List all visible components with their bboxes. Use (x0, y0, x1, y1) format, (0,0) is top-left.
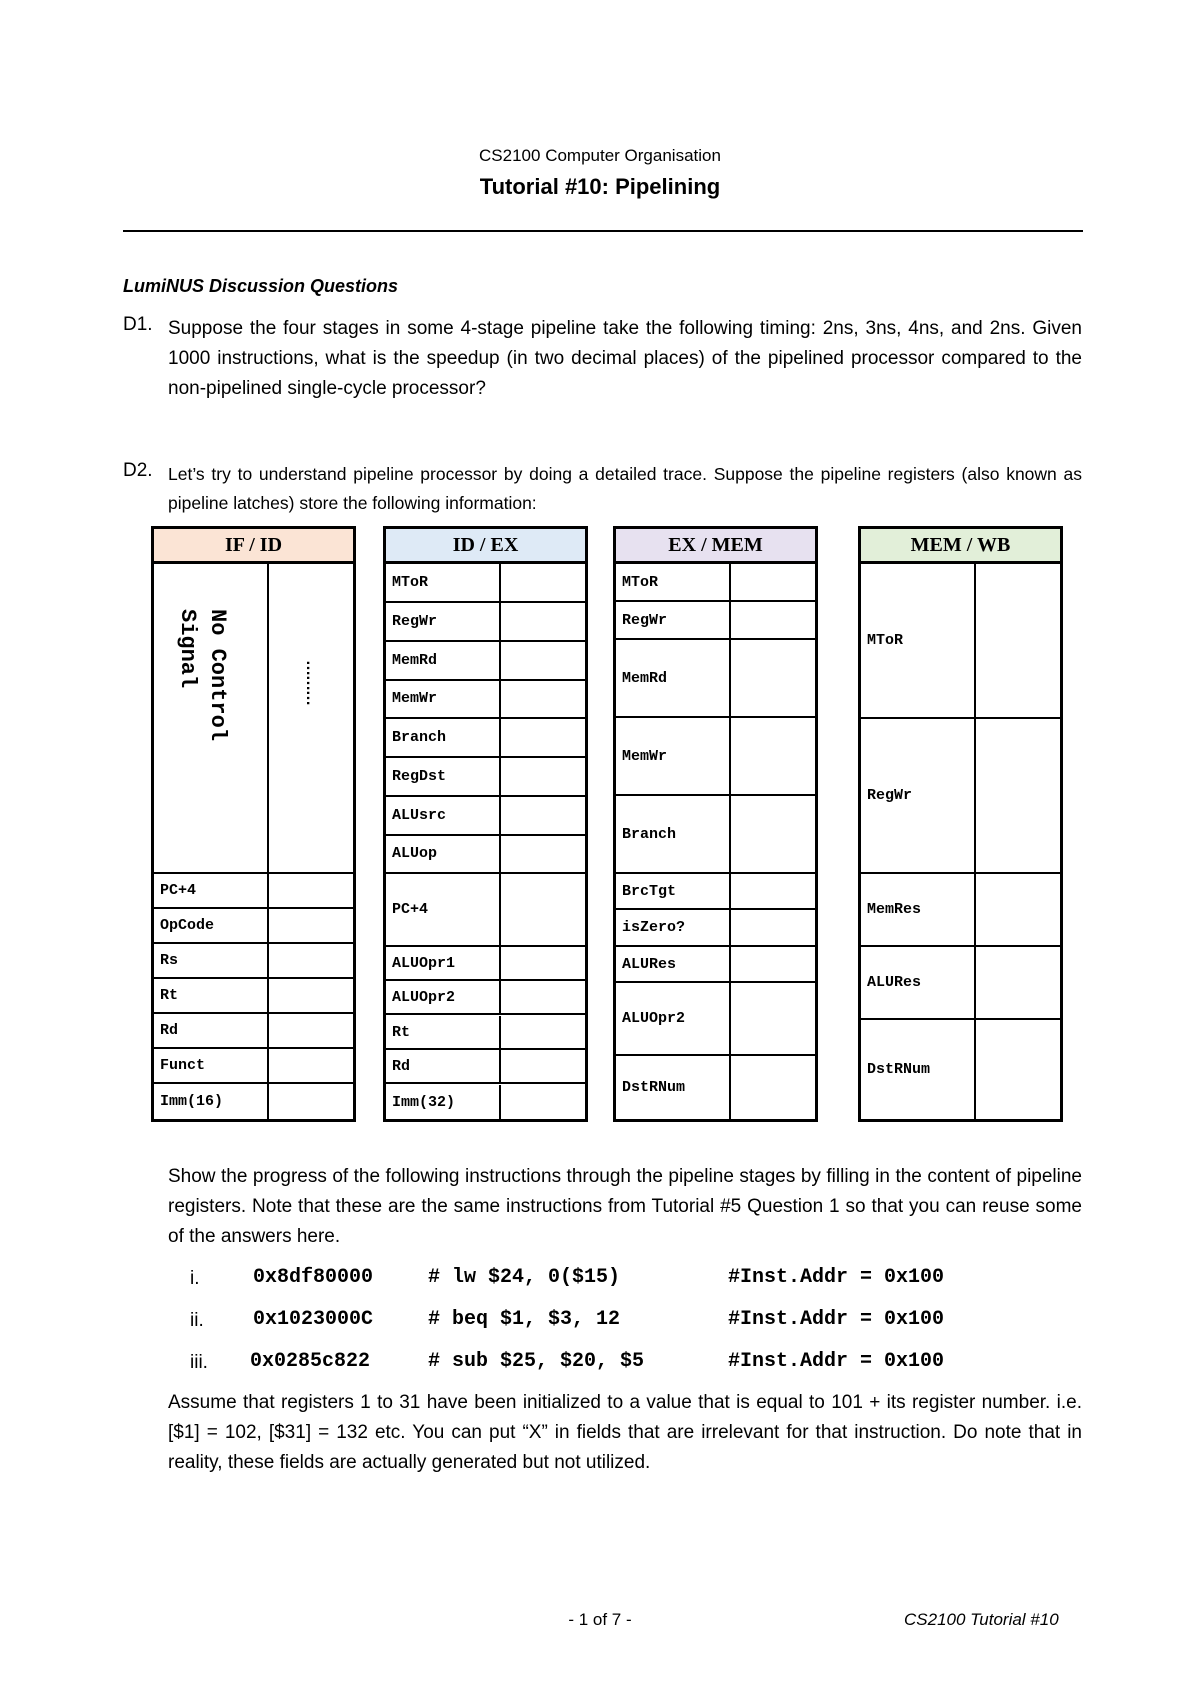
id-ex-field-label: ALUop (386, 835, 501, 874)
ex-mem-field-label: MemWr (616, 718, 731, 796)
ex-mem-field-label: Branch (616, 796, 731, 874)
id-ex-field-value[interactable] (501, 564, 585, 603)
id-ex-field-value[interactable] (501, 680, 585, 719)
ex-mem-field-value[interactable] (731, 1056, 815, 1119)
mem-wb-field-value[interactable] (976, 874, 1060, 947)
mem-wb-field-value[interactable] (976, 564, 1060, 719)
if-id-field-value[interactable] (269, 874, 353, 909)
if-id-field-value[interactable] (269, 1084, 353, 1119)
if-id-register (151, 526, 356, 1122)
if-id-field-label: Imm(16) (154, 1084, 269, 1119)
id-ex-field-value[interactable] (501, 874, 585, 947)
id-ex-field-label: Rd (386, 1050, 501, 1084)
id-ex-field-value[interactable] (501, 797, 585, 836)
mem-wb-field-label: MemRes (861, 874, 976, 947)
ex-mem-field-label: ALUOpr2 (616, 983, 731, 1056)
ex-mem-field-label: DstRNum (616, 1056, 731, 1119)
instruction-address: #Inst.Addr = 0x100 (728, 1266, 945, 1289)
ex-mem-register (613, 526, 818, 1122)
if-id-field-label: Rd (154, 1014, 269, 1049)
page-number: - 1 of 7 - (568, 1610, 632, 1629)
id-ex-field-value[interactable] (501, 835, 585, 874)
ex-mem-field-value[interactable] (731, 947, 815, 983)
id-ex-field-value[interactable] (501, 758, 585, 797)
instruction-hex: 0x8df80000 (253, 1266, 374, 1289)
if-id-field-label: PC+4 (154, 874, 269, 909)
question-d2-number: D2. (123, 460, 153, 481)
question-d1-text: Suppose the four stages in some 4-stage pipeline take the following timing: 2ns, 3ns, 4ns, and 2ns. Given 1000 instructions, what is the speedup (in two decimal places) of the pipelined processor compared to the non-pipelined single-cycle processor? (168, 318, 1082, 399)
id-ex-field-label: Imm(32) (386, 1085, 501, 1119)
ex-mem-field-value[interactable] (731, 796, 815, 874)
ex-mem-field-value[interactable] (731, 874, 815, 910)
id-ex-field-label: Branch (386, 719, 501, 758)
mem-wb-field-label: MToR (861, 564, 976, 719)
mem-wb-field-label: ALURes (861, 947, 976, 1020)
ex-mem-field-label: ALURes (616, 947, 731, 983)
id-ex-field-value[interactable] (501, 1085, 585, 1119)
question-d2-text: Let’s try to understand pipeline processor by doing a detailed trace. Suppose the pipeline registers (also known as pipeline latches) store the following information: (168, 464, 1082, 513)
header-rule (123, 230, 1083, 232)
id-ex-field-value[interactable] (501, 603, 585, 642)
if-id-field-value[interactable] (269, 1049, 353, 1084)
mem-wb-field-value[interactable] (976, 947, 1060, 1020)
assumption-text: Assume that registers 1 to 31 have been initialized to a value that is equal to 101 + its register number. i.e. [$1] = 102, [$31] = 132 etc. You can put “X” in fields that are irrelevant for that instruction. Do note that in reality, these fields are actually generated but not utilized. (168, 1392, 1082, 1473)
if-id-field-value[interactable] (269, 944, 353, 979)
course-title: CS2100 Computer Organisation (479, 146, 721, 165)
instructions-intro: Show the progress of the following instructions through the pipeline stages by filling in the content of pipeline registers. Note that these are the same instructions from Tutorial #5 Question 1 so that you can reuse some of the answers here. (168, 1166, 1082, 1247)
id-ex-field-value[interactable] (501, 981, 585, 1015)
ex-mem-field-value[interactable] (731, 718, 815, 796)
tutorial-title: Tutorial #10: Pipelining (479, 174, 721, 199)
ex-mem-field-label: isZero? (616, 910, 731, 947)
id-ex-field-label: MemRd (386, 642, 501, 681)
if-id-title: IF / ID (154, 529, 353, 564)
id-ex-field-label: MemWr (386, 680, 501, 719)
if-id-field-label: Rs (154, 944, 269, 979)
instruction-label: iii. (190, 1352, 208, 1373)
instruction-label: i. (190, 1268, 200, 1289)
id-ex-field-label: ALUOpr2 (386, 981, 501, 1015)
if-id-field-label: Funct (154, 1049, 269, 1084)
instruction-asm: # sub $25, $20, $5 (428, 1350, 645, 1373)
id-ex-field-label: ALUOpr1 (386, 947, 501, 981)
id-ex-field-label: RegWr (386, 603, 501, 642)
if-id-field-label: OpCode (154, 909, 269, 944)
id-ex-field-value[interactable] (501, 719, 585, 758)
ex-mem-field-value[interactable] (731, 983, 815, 1056)
instruction-label: ii. (190, 1310, 204, 1331)
mem-wb-register (858, 526, 1063, 1122)
no-control-signal-label: No Control Signal (175, 609, 230, 742)
mem-wb-field-label: RegWr (861, 719, 976, 874)
mem-wb-field-value[interactable] (976, 1020, 1060, 1119)
id-ex-field-label: RegDst (386, 758, 501, 797)
id-ex-field-value[interactable] (501, 1016, 585, 1050)
instruction-address: #Inst.Addr = 0x100 (728, 1350, 945, 1373)
ex-mem-field-value[interactable] (731, 640, 815, 718)
instruction-hex: 0x0285c822 (250, 1350, 371, 1373)
instruction-hex: 0x1023000C (253, 1308, 374, 1331)
ex-mem-field-label: MToR (616, 564, 731, 602)
instruction-address: #Inst.Addr = 0x100 (728, 1308, 945, 1331)
instruction-asm: # beq $1, $3, 12 (428, 1308, 621, 1331)
id-ex-field-value[interactable] (501, 642, 585, 681)
instruction-asm: # lw $24, 0($15) (428, 1266, 621, 1289)
id-ex-title: ID / EX (386, 529, 585, 564)
mem-wb-title: MEM / WB (861, 529, 1060, 564)
if-id-field-label: Rt (154, 979, 269, 1014)
if-id-field-value[interactable] (269, 909, 353, 944)
if-id-control-value (269, 564, 353, 874)
if-id-ellipsis: ……… (303, 660, 320, 705)
id-ex-field-value[interactable] (501, 1050, 585, 1084)
ex-mem-field-label: BrcTgt (616, 874, 731, 910)
section-heading: LumiNUS Discussion Questions (123, 276, 399, 296)
id-ex-register (383, 526, 588, 1122)
if-id-field-value[interactable] (269, 1014, 353, 1049)
footer-course: CS2100 Tutorial #10 (904, 1610, 1059, 1629)
ex-mem-field-label: RegWr (616, 602, 731, 640)
ex-mem-title: EX / MEM (616, 529, 815, 564)
ex-mem-field-label: MemRd (616, 640, 731, 718)
id-ex-field-value[interactable] (501, 947, 585, 981)
id-ex-field-label: Rt (386, 1016, 501, 1050)
id-ex-field-label: ALUsrc (386, 797, 501, 836)
mem-wb-field-value[interactable] (976, 719, 1060, 874)
id-ex-field-label: MToR (386, 564, 501, 603)
mem-wb-field-label: DstRNum (861, 1020, 976, 1119)
ex-mem-field-value[interactable] (731, 602, 815, 640)
if-id-field-value[interactable] (269, 979, 353, 1014)
ex-mem-field-value[interactable] (731, 910, 815, 947)
id-ex-field-label: PC+4 (386, 874, 501, 947)
ex-mem-field-value[interactable] (731, 564, 815, 602)
question-d1-number: D1. (123, 314, 153, 335)
